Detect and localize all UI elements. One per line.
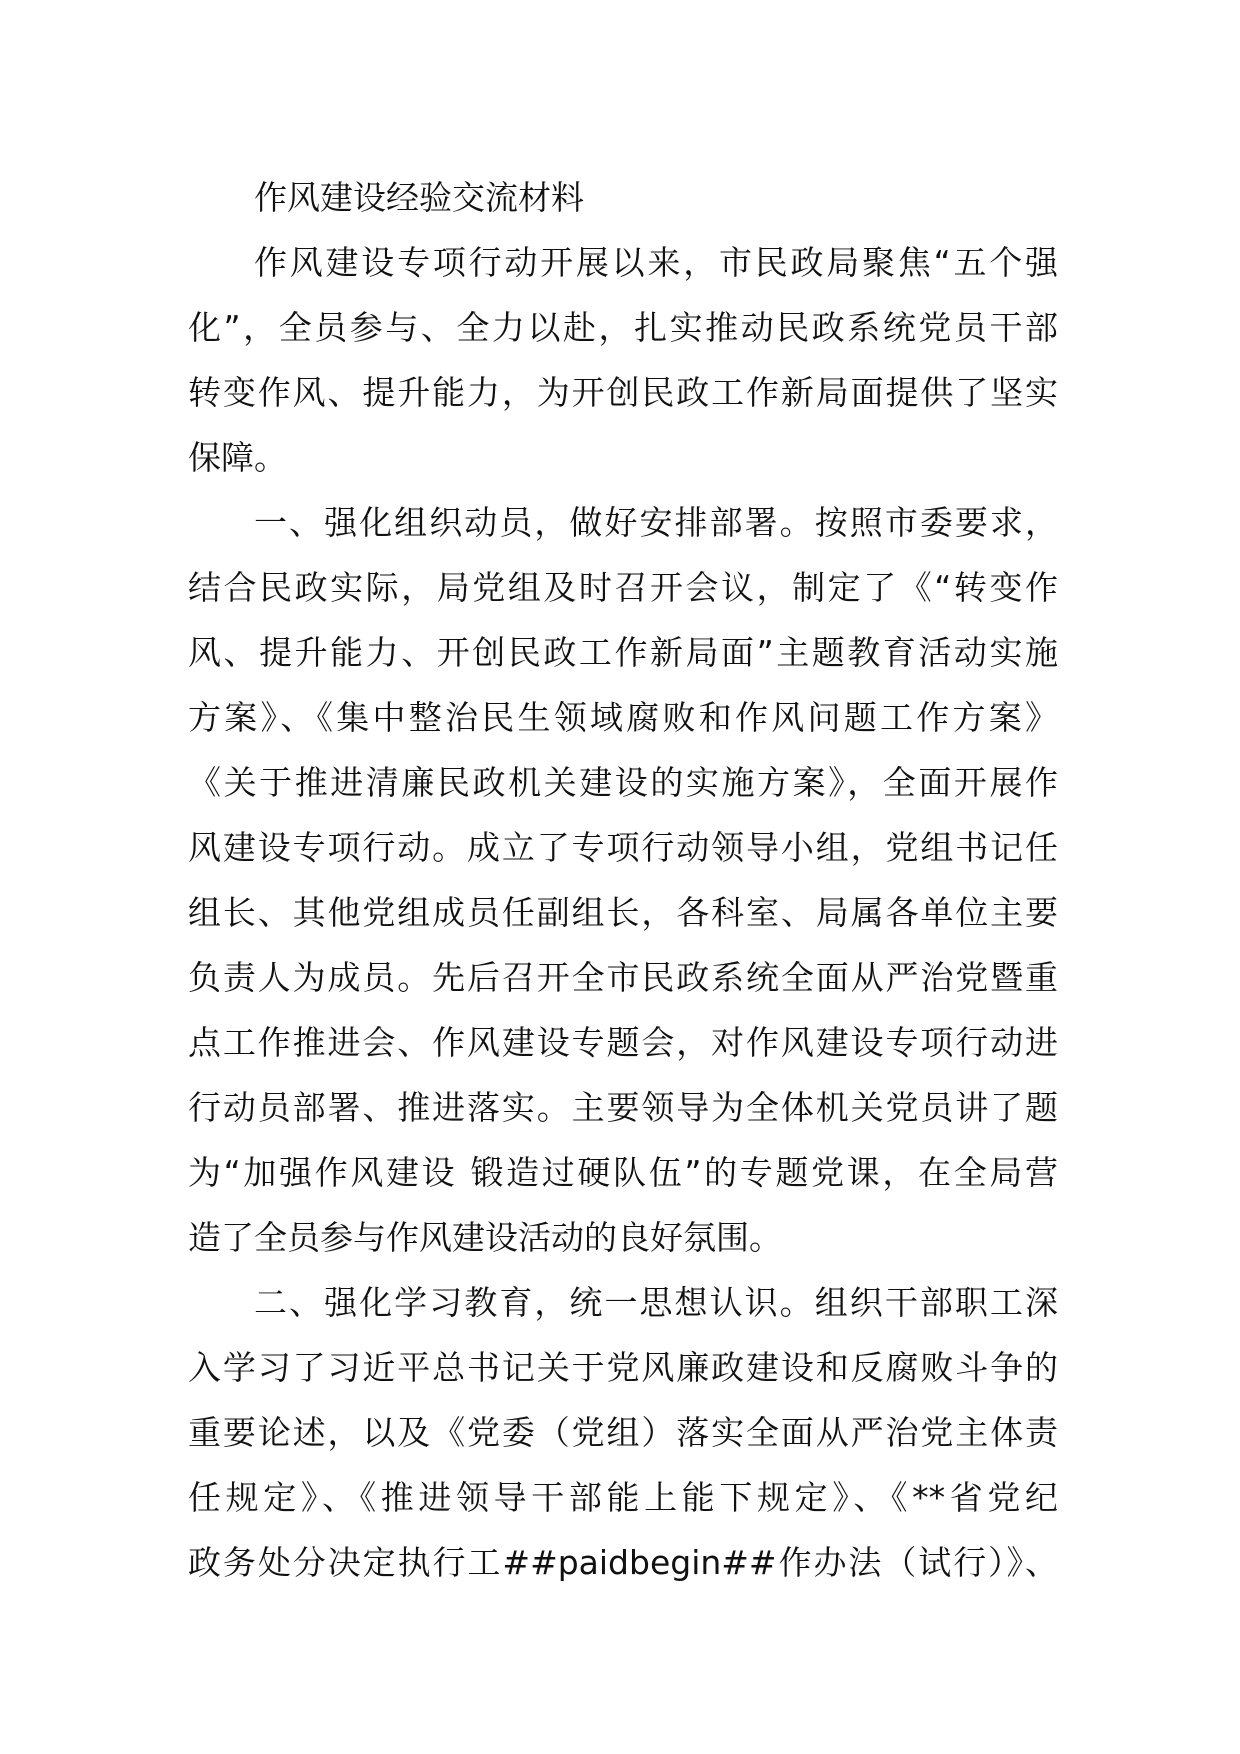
text-line: 负责人为成员。先后召开全市民政系统全面从严治党暨重 [188,958,1058,997]
paragraph-section-1 [188,490,1058,1270]
text-line: 转变作风、提升能力，为开创民政工作新局面提供了坚实 [188,373,1058,412]
text-line: 重要论述，以及《党委（党组）落实全面从严治党主体责 [188,1413,1058,1452]
paragraph-intro [188,230,1058,490]
text-line: 作风建设专项行动开展以来，市民政局聚焦“五个强 [254,243,1058,282]
text-line: 方案》、《集中整治民生领域腐败和作风问题工作方案》 [188,698,1058,737]
text-line: 任规定》、《推进领导干部能上能下规定》、《**省党纪 [188,1478,1058,1517]
text-line: 《关于推进清廉民政机关建设的实施方案》，全面开展作 [188,763,1058,802]
text-line: 入学习了习近平总书记关于党风廉政建设和反腐败斗争的 [188,1348,1058,1387]
text-line: 结合民政实际，局党组及时召开会议，制定了《“转变作 [188,568,1058,607]
text-line: 化”，全员参与、全力以赴，扎实推动民政系统党员干部 [188,308,1058,347]
text-line: 一、强化组织动员，做好安排部署。按照市委要求， [254,503,1058,542]
text-line: 组长、其他党组成员任副组长，各科室、局属各单位主要 [188,893,1058,932]
paragraph-section-2 [188,1270,1058,1595]
text-line: 政务处分决定执行工##paidbegin##作办法（试行）》、 [188,1543,1058,1582]
text-line: 保障。 [188,438,287,477]
text-line: 风、提升能力、开创民政工作新局面”主题教育活动实施 [188,633,1058,672]
text-line: 风建设专项行动。成立了专项行动领导小组，党组书记任 [188,828,1058,867]
text-line: 点工作推进会、作风建设专题会，对作风建设专项行动进 [188,1023,1058,1062]
text-line: 行动员部署、推进落实。主要领导为全体机关党员讲了题 [188,1088,1058,1127]
document-title: 作风建设经验交流材料 [254,178,584,217]
text-line: 造了全员参与作风建设活动的良好氛围。 [188,1218,782,1257]
document-body [188,165,1058,1595]
text-line: 二、强化学习教育，统一思想认识。组织干部职工深 [254,1283,1058,1322]
text-line: 为“加强作风建设 锻造过硬队伍”的专题党课，在全局营 [188,1153,1058,1192]
